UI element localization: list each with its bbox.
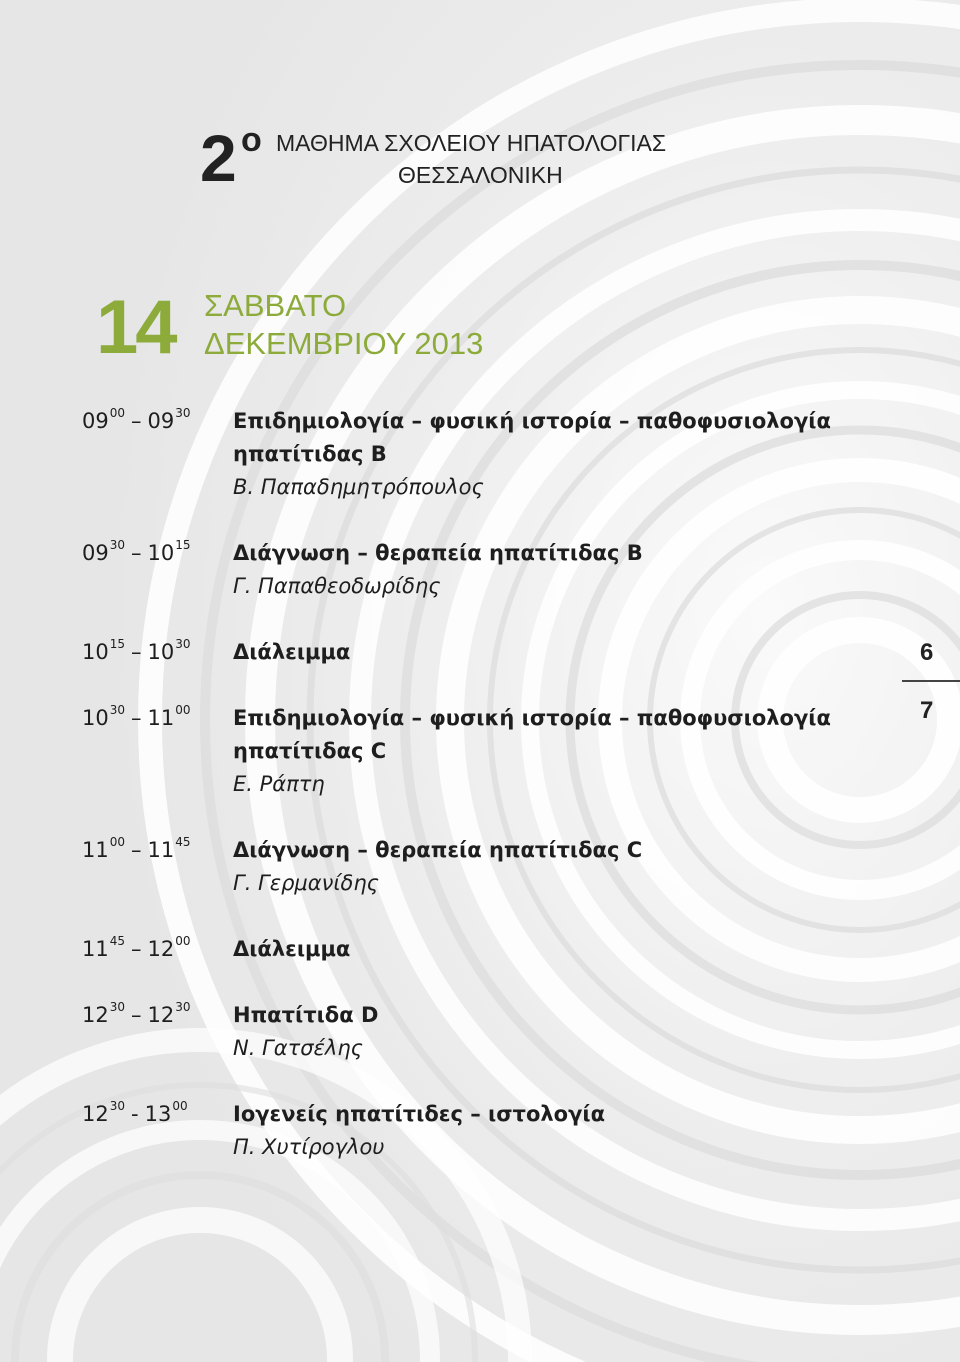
session-title: Επιδημιολογία – φυσική ιστορία – παθοφυσιολογία (233, 409, 831, 433)
session-title: Διάλειμμα (233, 640, 351, 664)
session-speaker: Ε. Ράπτη (233, 772, 325, 796)
session-speaker: Γ. Παπαθεοδωρίδης (233, 574, 441, 598)
session-title: Διάλειμμα (233, 937, 351, 961)
session-title: Ιογενείς ηπατίτιδες – ιστολογία (233, 1102, 606, 1126)
time-range: $11^{00} - 11^{45}$ (82, 835, 191, 862)
session-title: Διάγνωση – θεραπεία ηπατίτιδας C (233, 838, 643, 862)
date-day-name: ΣΑΒΒΑΤΟ (204, 288, 347, 323)
date-day-number: 14 (96, 285, 175, 370)
event-title: ΜΑΘΗΜΑ ΣΧΟΛΕΙΟΥ ΗΠΑΤΟΛΟΓΙΑΣ (276, 130, 667, 156)
session-title: Ηπατίτιδα D (233, 1003, 379, 1027)
session-title: Διάγνωση – θεραπεία ηπατίτιδας Β (233, 541, 643, 565)
session-title: Επιδημιολογία – φυσική ιστορία – παθοφυσιολογία (233, 706, 831, 730)
time-range: $11^{45} - 12^{00}$ (82, 934, 191, 961)
event-header (200, 120, 700, 200)
page-numbers (902, 636, 960, 728)
session-speaker: Γ. Γερμανίδης (233, 871, 379, 895)
time-range: $10^{30} - 11^{00}$ (82, 703, 191, 730)
edition-number: 2 (200, 121, 237, 195)
session-speaker: Ν. Γατσέλης (233, 1036, 363, 1060)
session-speaker: Π. Χυτίρογλου (233, 1135, 385, 1159)
page-number-right: 7 (920, 697, 934, 724)
time-range: $09^{30} - 10^{15}$ (82, 538, 191, 565)
edition-ordinal-suffix: ο (241, 121, 262, 159)
time-range: $12^{30} - 12^{30}$ (82, 1000, 191, 1027)
time-range: $09^{00} - 09^{30}$ (82, 406, 191, 433)
session-date (96, 286, 596, 370)
event-city: ΘΕΣΣΑΛΟΝΙΚΗ (398, 162, 563, 188)
time-range: $12^{30} - 13^{00}$ (82, 1099, 188, 1126)
date-month-year: ΔΕΚΕΜΒΡΙΟΥ 2013 (204, 326, 484, 361)
session-speaker: Β. Παπαδημητρόπουλος (233, 475, 484, 499)
page-number-divider (902, 680, 960, 682)
page-number-left: 6 (920, 639, 934, 666)
session-title: ηπατίτιδας Β (233, 442, 387, 466)
session-title: ηπατίτιδας C (233, 739, 387, 763)
time-range: $10^{15} - 10^{30}$ (82, 637, 191, 664)
